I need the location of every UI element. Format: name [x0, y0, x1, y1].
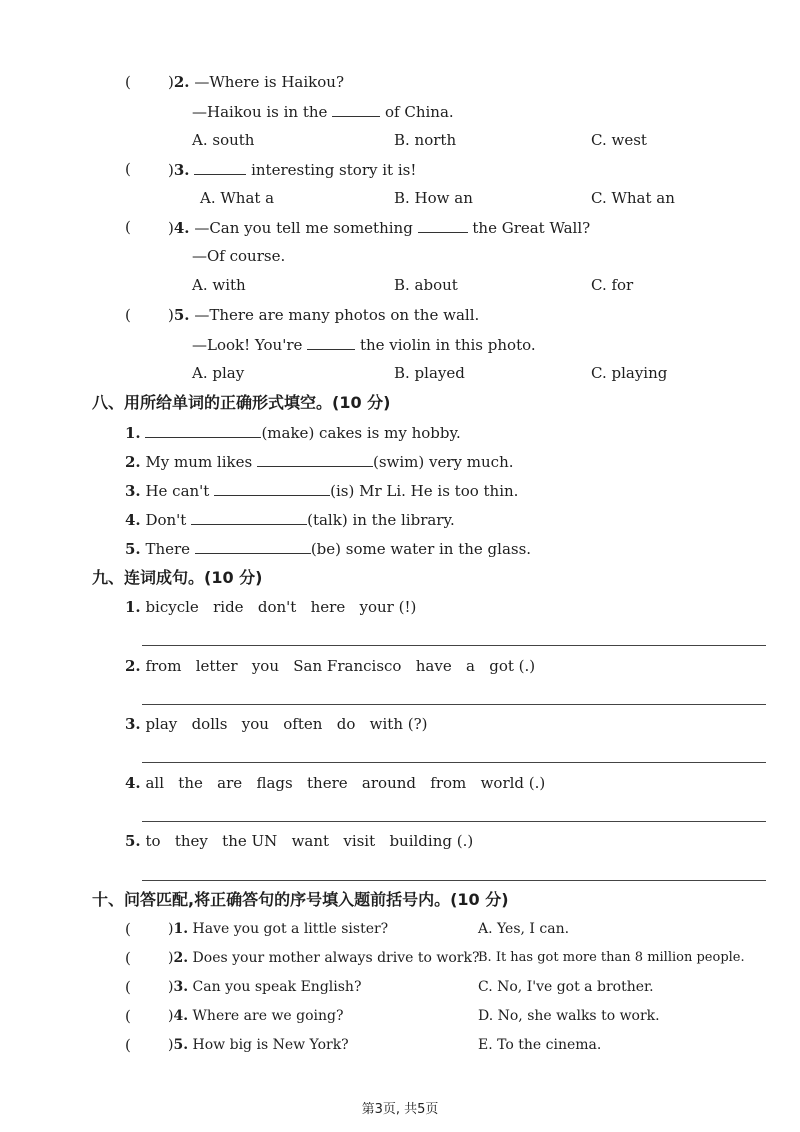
option-c: C. playing	[591, 364, 668, 382]
option-b: B. about	[394, 276, 458, 294]
option-b: B. played	[394, 364, 465, 382]
page-footer: 第3页, 共5页	[361, 1102, 439, 1117]
answer-blank[interactable]	[191, 510, 307, 525]
answer-line[interactable]	[142, 762, 766, 763]
match-question: )3. Can you speak English?	[168, 979, 362, 995]
question-number: 2.	[173, 73, 190, 91]
match-question: )4. Where are we going?	[168, 1008, 344, 1024]
question-line: )5. —There are many photos on the wall.	[168, 306, 480, 324]
option-a: A. south	[192, 131, 255, 149]
question-line: )2. —Where is Haikou?	[168, 73, 344, 91]
section-title: 八、用所给单词的正确形式填空。(10 分)	[92, 393, 391, 412]
section-title: 十、问答匹配,将正确答句的序号填入题前括号内。(10 分)	[92, 890, 509, 909]
answer-blank[interactable]	[195, 539, 311, 554]
scrambled-item: 5. to they the UN want visit building (.)	[125, 832, 474, 850]
fill-item: 3. He can't (is) Mr Li. He is too thin.	[125, 482, 519, 500]
section-title: 九、连词成句。(10 分)	[92, 568, 263, 587]
scrambled-item: 1. bicycle ride don't here your (!)	[125, 598, 417, 616]
fill-item: 5. There (be) some water in the glass.	[125, 540, 532, 558]
option-a: A. play	[192, 364, 245, 382]
question-number: 5.	[173, 306, 190, 324]
answer-paren[interactable]: (	[125, 1007, 131, 1025]
answer-blank[interactable]	[214, 481, 330, 496]
match-answer: A. Yes, I can.	[478, 921, 570, 937]
option-c: C. west	[591, 131, 647, 149]
answer-line[interactable]	[142, 880, 766, 881]
match-answer: E. To the cinema.	[478, 1037, 602, 1053]
answer-blank[interactable]	[257, 452, 373, 467]
option-a: A. What a	[200, 189, 275, 207]
option-b: B. north	[394, 131, 457, 149]
question-number: 4.	[173, 219, 190, 237]
answer-paren[interactable]: (	[125, 1036, 131, 1054]
question-line: —Look! You're the violin in this photo.	[192, 336, 536, 354]
answer-paren[interactable]: (	[125, 73, 131, 91]
question-line: —Of course.	[192, 247, 286, 265]
answer-paren[interactable]: (	[125, 978, 131, 996]
question-number: 3.	[173, 161, 190, 179]
option-c: C. What an	[591, 189, 675, 207]
scrambled-item: 2. from letter you San Francisco have a got (.)	[125, 657, 536, 675]
option-c: C. for	[591, 276, 634, 294]
answer-paren[interactable]: (	[125, 306, 131, 324]
match-answer: C. No, I've got a brother.	[478, 979, 654, 995]
match-question: )1. Have you got a little sister?	[168, 921, 389, 937]
option-b: B. How an	[394, 189, 473, 207]
answer-blank	[307, 335, 355, 350]
match-answer: B. It has got more than 8 million people.	[478, 950, 745, 965]
answer-line[interactable]	[142, 821, 766, 822]
match-question: )5. How big is New York?	[168, 1037, 349, 1053]
answer-paren[interactable]: (	[125, 949, 131, 967]
question-line: )3. interesting story it is!	[168, 161, 417, 179]
fill-item: 4. Don't (talk) in the library.	[125, 511, 455, 529]
answer-paren[interactable]: (	[125, 920, 131, 938]
answer-blank	[332, 102, 380, 117]
match-answer: D. No, she walks to work.	[478, 1008, 660, 1024]
answer-paren[interactable]: (	[125, 218, 131, 236]
answer-line[interactable]	[142, 645, 766, 646]
option-a: A. with	[192, 276, 246, 294]
scrambled-item: 3. play dolls you often do with (?)	[125, 715, 428, 733]
scrambled-item: 4. all the are flags there around from world (.)	[125, 774, 546, 792]
fill-item: 2. My mum likes (swim) very much.	[125, 453, 514, 471]
answer-paren[interactable]: (	[125, 160, 131, 178]
answer-line[interactable]	[142, 704, 766, 705]
match-question: )2. Does your mother always drive to work?	[168, 950, 480, 966]
answer-blank	[418, 218, 468, 233]
answer-blank[interactable]	[145, 423, 261, 438]
question-line: )4. —Can you tell me something the Great Wall?	[168, 219, 591, 237]
question-line: —Haikou is in the of China.	[192, 103, 454, 121]
answer-blank	[194, 160, 246, 175]
fill-item: 1. (make) cakes is my hobby.	[125, 424, 461, 442]
